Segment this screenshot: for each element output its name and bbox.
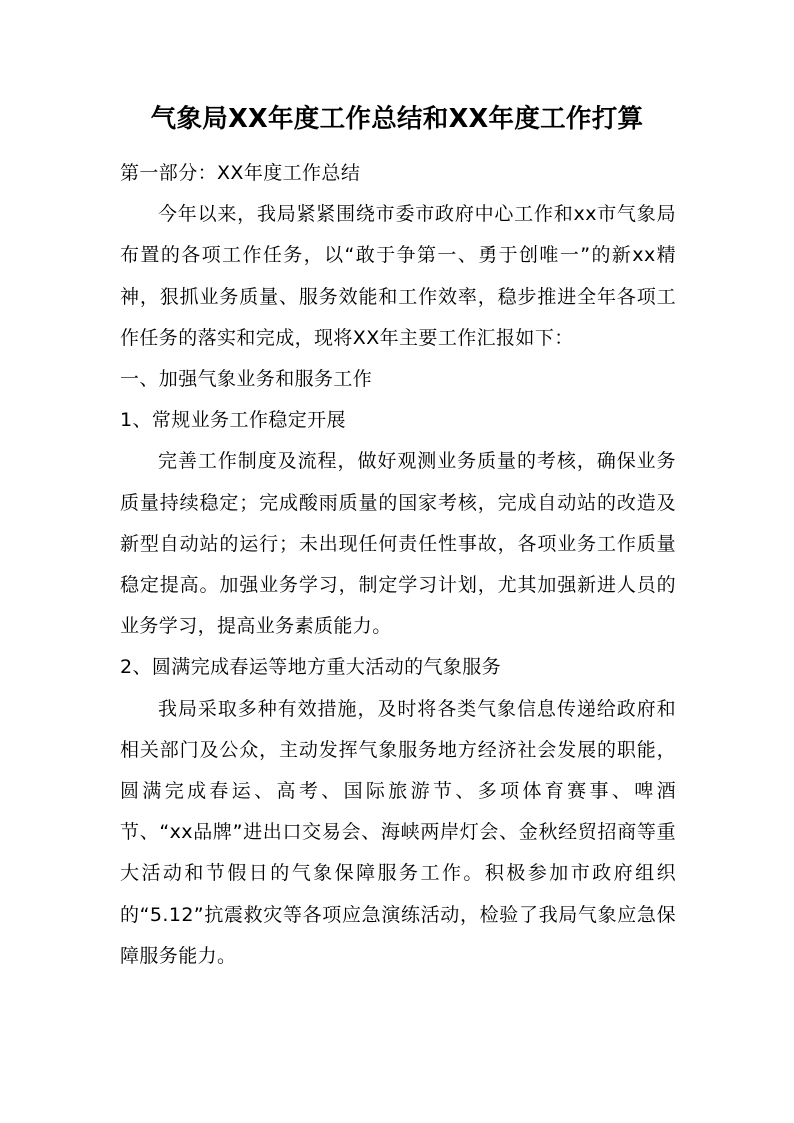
subsection-1-paragraph: 完善工作制度及流程，做好观测业务质量的考核，确保业务质量持续稳定；完成酸雨质量的国家考核，完成自动站的改造及新型自动站的运行；未出现任何责任性事故，各项业务工作质量稳定提高。加强业务学习，制定学习计划，尤其加强新进人员的业务学习，提高业务素质能力。 bbox=[120, 450, 676, 638]
document-title: 气象局XX年度工作总结和XX年度工作打算 bbox=[150, 104, 644, 134]
subsection-2-heading: 2、圆满完成春运等地方重大活动的气象服务 bbox=[120, 656, 502, 679]
part-heading: 第一部分：XX年度工作总结 bbox=[120, 162, 361, 184]
intro-paragraph: 今年以来，我局紧紧围绕市委市政府中心工作和xx市气象局布置的各项工作任务，以“敢于争第一、勇于创唯一”的新xx精神，狠抓业务质量、服务效能和工作效率，稳步推进全年各项工作任务的落实和完成，现将XX年主要工作汇报如下： bbox=[120, 203, 676, 349]
document-body bbox=[120, 153, 676, 977]
section-1-heading: 一、加强气象业务和服务工作 bbox=[120, 368, 373, 391]
subsection-2-paragraph: 我局采取多种有效措施，及时将各类气象信息传递给政府和相关部门及公众，主动发挥气象服务地方经济社会发展的职能，圆满完成春运、高考、国际旅游节、多项体育赛事、啤酒节、“xx品牌”进出口交易会、海峡两岸灯会、金秋经贸招商等重大活动和节假日的气象保障服务工作。积极参加市政府组织的“5.12”抗震救灾等各项应急演练活动，检验了我局气象应急保障服务能力。 bbox=[120, 697, 676, 967]
subsection-1-heading: 1、常规业务工作稳定开展 bbox=[120, 409, 346, 432]
